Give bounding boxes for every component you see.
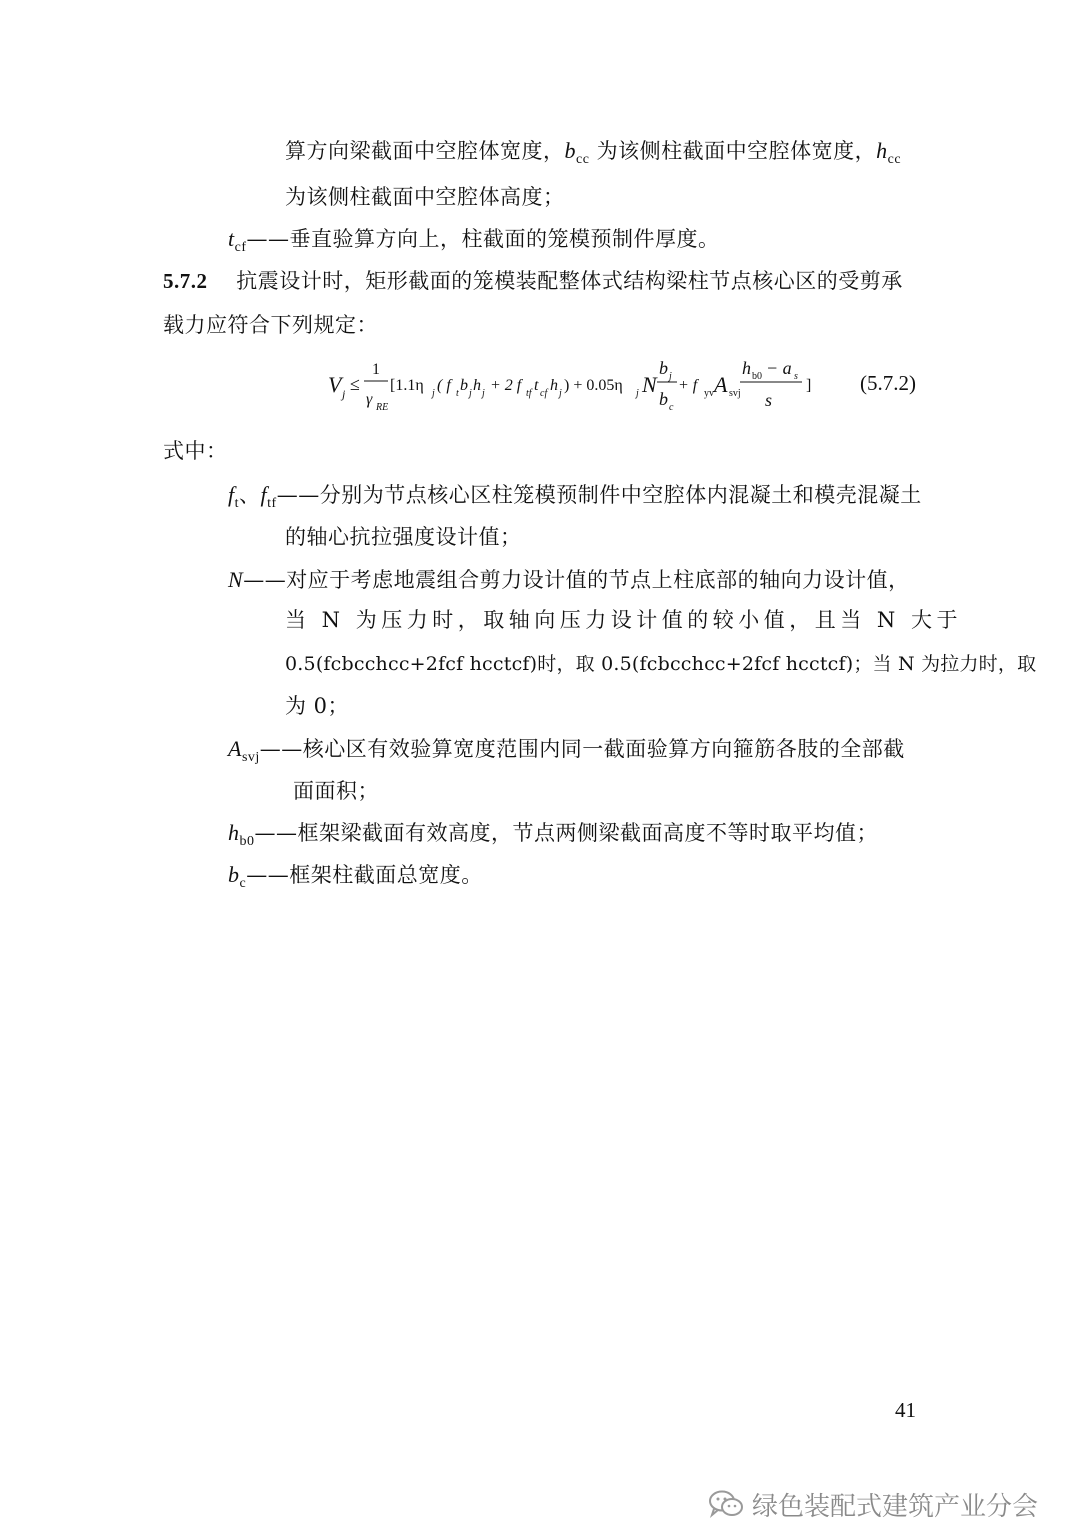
- formula-sub: tf: [526, 388, 532, 399]
- text-line-5: [163, 311, 378, 339]
- formula-sub: j: [636, 388, 639, 399]
- formula-part: ( f: [437, 377, 451, 394]
- formula-part: t: [534, 377, 539, 394]
- watermark-text: 绿色装配式建筑产业分会: [752, 1491, 1039, 1522]
- formula-part: h: [550, 377, 558, 394]
- formula-sub: yv: [704, 388, 714, 399]
- text-fragment: ——垂直验算方向上，柱截面的笼模预制件厚度。: [246, 227, 720, 251]
- text-line-12: [285, 692, 349, 720]
- formula-part: ) + 0.05η: [564, 377, 623, 394]
- text-fragment: 为该侧柱截面中空腔体宽度，: [596, 139, 877, 163]
- formula-lhs: V: [328, 372, 342, 397]
- text-line-14: [293, 777, 379, 805]
- subscript: cc: [576, 152, 590, 167]
- formula-sub: j: [432, 388, 435, 399]
- text-line-11: [285, 650, 1036, 678]
- formula-sub: j: [342, 387, 346, 401]
- subscript: svj: [241, 750, 260, 765]
- text-line-15: [228, 819, 878, 856]
- formula-sub: j: [559, 388, 562, 399]
- var-b: b: [228, 862, 240, 887]
- formula-part: [1.1η: [390, 377, 424, 394]
- text-line-10: [285, 606, 962, 634]
- formula-part: + 2 f: [490, 377, 522, 394]
- text-line-1: [285, 137, 901, 174]
- var-h: h: [876, 138, 888, 163]
- formula-sub: j: [482, 388, 485, 399]
- formula-frac3-num: h: [742, 358, 751, 378]
- subscript: cc: [887, 152, 902, 167]
- formula-sub: j: [469, 388, 472, 399]
- subscript: t: [234, 496, 240, 511]
- formula-frac2-num: b: [659, 358, 668, 378]
- page-number: 41: [895, 1398, 916, 1422]
- text-line-6: [163, 437, 228, 465]
- formula-part: N: [642, 372, 657, 397]
- text-line-3: [228, 225, 720, 262]
- text-line-2: [285, 183, 565, 211]
- formula-frac3-den: s: [765, 390, 773, 410]
- text-line-8: [285, 523, 522, 551]
- subscript: b0: [239, 834, 255, 849]
- var-t: t: [228, 226, 235, 251]
- separator: 、: [239, 483, 261, 507]
- formula-sub: c: [669, 402, 674, 413]
- clause-number: 5.7.2: [163, 269, 208, 293]
- formula-frac3-minus: − a: [766, 358, 792, 378]
- formula-close: ]: [806, 377, 812, 394]
- text-fragment: 算方向梁截面中空腔体宽度，: [285, 139, 565, 163]
- formula-le: ≤: [350, 374, 360, 394]
- text-fragment: ——框架柱截面总宽度。: [246, 863, 483, 887]
- formula-sub: cf: [540, 388, 548, 399]
- var-N: N: [228, 567, 244, 592]
- wechat-icon: [708, 1489, 744, 1519]
- formula-sub: svj: [729, 388, 741, 399]
- text-fragment: 为该侧柱截面中空腔体高度；: [285, 185, 565, 209]
- text-fragment: 为 0；: [285, 694, 350, 718]
- watermark: [708, 1484, 1038, 1524]
- var-b: b: [564, 138, 576, 163]
- formula-part: A: [714, 372, 728, 397]
- subscript: tf: [267, 496, 277, 511]
- var-A: A: [228, 736, 242, 761]
- formula-sub: j: [669, 371, 672, 382]
- text-fragment: 面面积；: [293, 779, 379, 803]
- var-f: f: [260, 482, 268, 507]
- formula-sub: RE: [376, 402, 389, 413]
- formula-part: h: [473, 377, 481, 394]
- formula-sub: s: [794, 371, 798, 382]
- text-line-16: [228, 861, 483, 898]
- text-line-9: [228, 566, 910, 594]
- formula-frac-den: γ: [366, 391, 373, 408]
- formula-frac2-den: b: [659, 389, 668, 409]
- var-h: h: [228, 820, 240, 845]
- subscript: cf: [234, 240, 247, 255]
- text-line-7: [228, 481, 922, 518]
- text-fragment: ——核心区有效验算宽度范围内同一截面验算方向箍筋各肢的全部截: [259, 737, 905, 761]
- text-line-13: [228, 735, 905, 772]
- text-fragment: ——框架梁截面有效高度，节点两侧梁截面高度不等时取平均值；: [254, 821, 878, 845]
- formula-sub: b0: [752, 371, 762, 382]
- text-fragment: 0.5(fcbcchcc+2fcf hcctcf)时，取 0.5(fcbcchcc+2fcf hcctcf)；当 N 为拉力时，取: [285, 653, 1037, 675]
- text-fragment: 式中：: [163, 439, 228, 463]
- text-fragment: 抗震设计时，矩形截面的笼模装配整体式结构梁柱节点核心区的受剪承: [236, 269, 903, 293]
- text-fragment: 载力应符合下列规定：: [163, 313, 378, 337]
- text-fragment: ——对应于考虑地震组合剪力设计值的节点上柱底部的轴向力设计值，: [243, 568, 910, 592]
- formula-frac-num: 1: [372, 361, 380, 378]
- formula-part: + f: [678, 377, 698, 394]
- formula-part: b: [460, 377, 468, 394]
- equation-number: (5.7.2): [860, 371, 916, 395]
- subscript: c: [239, 876, 247, 891]
- text-fragment: ——分别为节点核心区柱笼模预制件中空腔体内混凝土和模壳混凝土: [276, 483, 922, 507]
- var-f: f: [228, 482, 235, 507]
- formula-sub: t: [456, 388, 459, 399]
- text-fragment: 的轴心抗拉强度设计值；: [285, 525, 522, 549]
- formula-5-7-2: [300, 352, 940, 422]
- clause-line: [163, 267, 903, 295]
- text-fragment: 当 N 为压力时，取轴向压力设计值的较小值，且当 N 大于: [285, 608, 962, 632]
